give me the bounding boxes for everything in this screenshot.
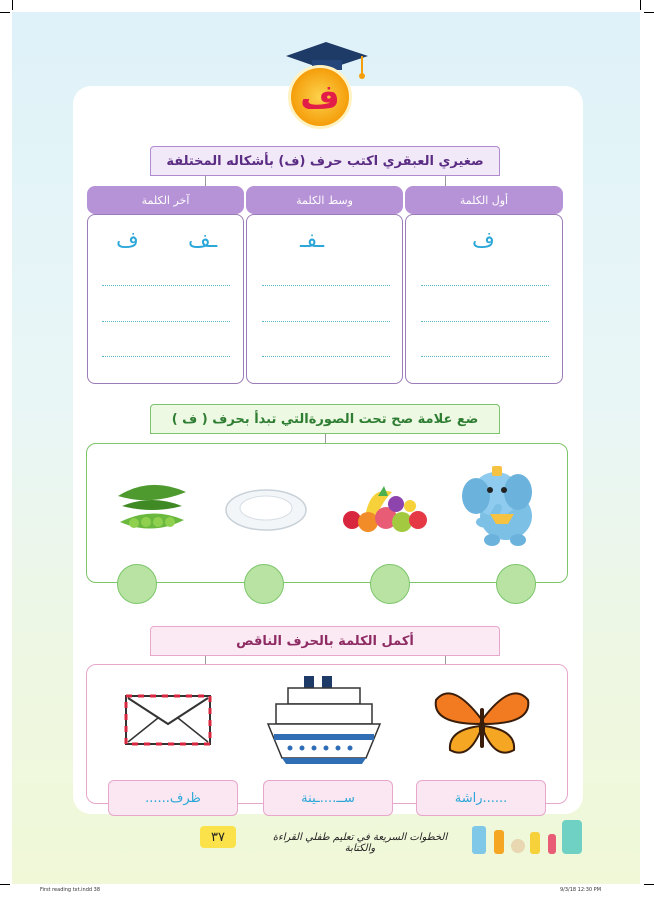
column-header-last: آخر الكلمة (87, 186, 244, 214)
connector (205, 176, 206, 186)
section-3-title: أكمل الكلمة بالحرف الناقص (150, 626, 500, 656)
crop-mark (644, 884, 654, 885)
page-number: ٣٧ (200, 826, 236, 848)
series-title: الخطوات السريعة في تعليم طفلي القراءة والكتابة (272, 832, 448, 854)
word-envelope-blank[interactable]: ظرف...... (108, 780, 238, 816)
connector (325, 434, 326, 443)
writing-line[interactable] (262, 356, 390, 357)
letter-initial: ف (472, 228, 495, 253)
writing-line[interactable] (421, 356, 549, 357)
connector (445, 176, 446, 186)
envelope-picture (124, 694, 212, 746)
elephant-picture (458, 458, 548, 550)
writing-line[interactable] (102, 285, 230, 286)
crayon-characters-picture (468, 816, 588, 858)
connector (445, 656, 446, 664)
print-slug-file: First reading txt.indd 38 (40, 887, 101, 893)
writing-line[interactable] (262, 321, 390, 322)
crop-mark (644, 12, 654, 13)
letter-medial: ـفـ (300, 228, 325, 253)
ship-picture (266, 672, 382, 768)
writing-line[interactable] (262, 285, 390, 286)
writing-line[interactable] (102, 321, 230, 322)
section-1-title: صغيري العبقري اكتب حرف (ف) بأشكاله المختلفة (150, 146, 500, 176)
letter-final-isolated: ف (116, 228, 139, 253)
writing-line[interactable] (421, 321, 549, 322)
crop-mark (640, 0, 641, 10)
letter-final-connected: ـف (188, 228, 218, 253)
plate-picture (224, 486, 308, 534)
butterfly-picture (432, 684, 532, 760)
column-header-middle: وسط الكلمة (246, 186, 403, 214)
fruits-picture (338, 482, 434, 538)
section-2-title: ضع علامة صح تحت الصورةالتي تبدأ بحرف ( ف ) (150, 404, 500, 434)
word-ship-blank[interactable]: ســ....ـينة (263, 780, 393, 816)
writing-line[interactable] (102, 356, 230, 357)
peas-picture (112, 476, 190, 540)
crop-mark (0, 884, 10, 885)
column-box-middle (246, 214, 403, 384)
word-butterfly-blank[interactable]: ......راشة (416, 780, 546, 816)
check-circle[interactable] (496, 564, 536, 604)
letter-badge: ف (288, 65, 352, 129)
writing-line[interactable] (421, 285, 549, 286)
crop-mark (0, 12, 10, 13)
connector (205, 656, 206, 664)
column-header-first: أول الكلمة (405, 186, 563, 214)
crop-mark (12, 0, 13, 10)
check-circle[interactable] (244, 564, 284, 604)
check-circle[interactable] (117, 564, 157, 604)
column-box-last (87, 214, 244, 384)
print-slug-date: 9/3/18 12:30 PM (560, 887, 602, 893)
check-circle[interactable] (370, 564, 410, 604)
